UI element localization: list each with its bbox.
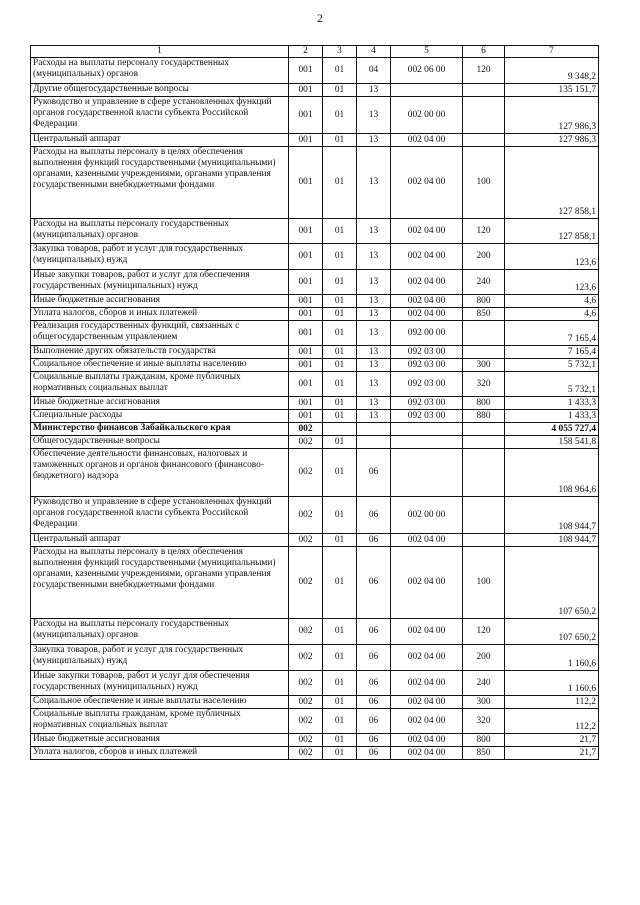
row-code-expense-type: 240	[463, 270, 505, 295]
row-amount: 9 348,2	[505, 58, 599, 84]
row-code-target: 092 03 00	[391, 397, 463, 410]
row-code-section: 01	[323, 58, 357, 84]
row-name: Обеспечение деятельности финансовых, налоговых и таможенных органов и органов финансового (финансово-бюджетного) надзора	[31, 449, 289, 497]
table-row	[31, 671, 599, 696]
row-amount: 107 650,2	[505, 547, 599, 619]
row-code-target: 092 03 00	[391, 346, 463, 359]
row-code-section: 01	[323, 497, 357, 534]
row-code-section: 01	[323, 97, 357, 134]
row-code-subsection: 13	[357, 372, 391, 397]
row-code-admin: 002	[289, 497, 323, 534]
row-amount: 108 964,6	[505, 449, 599, 497]
row-amount: 1 160,6	[505, 671, 599, 696]
row-code-admin: 001	[289, 219, 323, 244]
row-code-target: 002 00 00	[391, 497, 463, 534]
row-name: Специальные расходы	[31, 410, 289, 423]
row-code-subsection: 06	[357, 497, 391, 534]
table-row	[31, 219, 599, 244]
row-name: Закупка товаров, работ и услуг для государственных (муниципальных) нужд	[31, 244, 289, 270]
row-code-target: 002 04 00	[391, 534, 463, 547]
column-header: 2	[289, 46, 323, 58]
row-code-subsection: 13	[357, 147, 391, 219]
row-amount: 1 160,6	[505, 645, 599, 671]
row-code-subsection: 06	[357, 696, 391, 709]
row-code-admin: 002	[289, 619, 323, 645]
table-row	[31, 497, 599, 534]
row-amount: 5 732,1	[505, 372, 599, 397]
row-code-target: 002 04 00	[391, 244, 463, 270]
row-code-target: 002 04 00	[391, 747, 463, 760]
row-name: Расходы на выплаты персоналу государственных (муниципальных) органов	[31, 619, 289, 645]
row-amount: 4,6	[505, 308, 599, 321]
table-row	[31, 696, 599, 709]
row-code-section: 01	[323, 547, 357, 619]
row-code-admin: 002	[289, 436, 323, 449]
row-code-section: 01	[323, 219, 357, 244]
row-code-section: 01	[323, 747, 357, 760]
row-code-subsection: 13	[357, 244, 391, 270]
row-name: Социальное обеспечение и иные выплаты населению	[31, 359, 289, 372]
row-code-expense-type: 850	[463, 747, 505, 760]
row-code-subsection: 06	[357, 671, 391, 696]
row-code-expense-type: 300	[463, 359, 505, 372]
row-code-section: 01	[323, 410, 357, 423]
row-code-section: 01	[323, 346, 357, 359]
row-amount: 1 433,3	[505, 397, 599, 410]
table-row	[31, 410, 599, 423]
row-name: Центральный аппарат	[31, 134, 289, 147]
row-name: Расходы на выплаты персоналу государственных (муниципальных) органов	[31, 219, 289, 244]
row-code-admin: 002	[289, 547, 323, 619]
row-name: Иные бюджетные ассигнования	[31, 397, 289, 410]
row-name: Расходы на выплаты персоналу в целях обеспечения выполнения функций государственными (муниципальными) органами, казенными учреждениями, органами управления государственными внебюджетными фондами	[31, 547, 289, 619]
row-code-expense-type: 800	[463, 397, 505, 410]
row-amount: 7 165,4	[505, 346, 599, 359]
row-code-admin: 001	[289, 58, 323, 84]
row-code-expense-type: 100	[463, 547, 505, 619]
row-name: Уплата налогов, сборов и иных платежей	[31, 308, 289, 321]
row-name: Расходы на выплаты персоналу в целях обеспечения выполнения функций государственными (муниципальными) органами, казенными учреждениями, органами управления государственными внебюджетными фондами	[31, 147, 289, 219]
row-code-target: 002 04 00	[391, 308, 463, 321]
row-code-admin: 001	[289, 410, 323, 423]
column-header: 6	[463, 46, 505, 58]
row-code-expense-type: 320	[463, 709, 505, 734]
row-code-subsection: 13	[357, 270, 391, 295]
table-row	[31, 734, 599, 747]
row-amount: 4 055 727,4	[505, 423, 599, 436]
row-code-expense-type	[463, 84, 505, 97]
table-row	[31, 645, 599, 671]
table-row	[31, 359, 599, 372]
row-code-subsection: 13	[357, 97, 391, 134]
row-name: Иные закупки товаров, работ и услуг для обеспечения государственных (муниципальных) нужд	[31, 270, 289, 295]
row-code-admin: 002	[289, 734, 323, 747]
row-code-section: 01	[323, 696, 357, 709]
table-row	[31, 709, 599, 734]
row-name: Социальные выплаты гражданам, кроме публичных нормативных социальных выплат	[31, 709, 289, 734]
row-name: Руководство и управление в сфере установленных функций органов государственной власти субъекта Российской Федерации	[31, 497, 289, 534]
row-name: Закупка товаров, работ и услуг для государственных (муниципальных) нужд	[31, 645, 289, 671]
row-code-subsection: 13	[357, 346, 391, 359]
row-code-admin: 001	[289, 321, 323, 346]
row-amount: 4,6	[505, 295, 599, 308]
row-code-target: 002 04 00	[391, 645, 463, 671]
row-code-section	[323, 423, 357, 436]
row-code-section: 01	[323, 244, 357, 270]
table-row	[31, 58, 599, 84]
row-code-expense-type: 320	[463, 372, 505, 397]
row-code-expense-type	[463, 97, 505, 134]
row-code-subsection: 13	[357, 295, 391, 308]
row-code-subsection	[357, 423, 391, 436]
row-code-target: 002 04 00	[391, 547, 463, 619]
table-row	[31, 346, 599, 359]
table-row	[31, 308, 599, 321]
row-name: Уплата налогов, сборов и иных платежей	[31, 747, 289, 760]
row-code-expense-type	[463, 436, 505, 449]
row-code-admin: 002	[289, 423, 323, 436]
row-amount: 112,2	[505, 709, 599, 734]
row-code-admin: 002	[289, 696, 323, 709]
row-code-target	[391, 84, 463, 97]
row-code-expense-type	[463, 497, 505, 534]
row-code-subsection: 06	[357, 534, 391, 547]
row-code-target	[391, 436, 463, 449]
row-amount: 123,6	[505, 270, 599, 295]
table-row	[31, 321, 599, 346]
row-code-expense-type: 800	[463, 295, 505, 308]
row-code-expense-type: 850	[463, 308, 505, 321]
row-code-target: 092 00 00	[391, 321, 463, 346]
row-name: Иные бюджетные ассигнования	[31, 295, 289, 308]
row-name: Социальное обеспечение и иные выплаты населению	[31, 696, 289, 709]
row-amount: 112,2	[505, 696, 599, 709]
row-amount: 21,7	[505, 747, 599, 760]
row-code-subsection: 06	[357, 645, 391, 671]
table-row	[31, 449, 599, 497]
row-code-target: 002 04 00	[391, 147, 463, 219]
row-code-section: 01	[323, 645, 357, 671]
row-amount: 123,6	[505, 244, 599, 270]
row-amount: 108 944,7	[505, 534, 599, 547]
table-row	[31, 547, 599, 619]
row-code-subsection: 13	[357, 321, 391, 346]
row-code-expense-type: 120	[463, 58, 505, 84]
row-name: Расходы на выплаты персоналу государственных (муниципальных) органов	[31, 58, 289, 84]
row-code-section: 01	[323, 534, 357, 547]
column-header: 3	[323, 46, 357, 58]
row-code-subsection: 06	[357, 449, 391, 497]
row-code-subsection: 13	[357, 410, 391, 423]
row-code-subsection	[357, 436, 391, 449]
row-amount: 7 165,4	[505, 321, 599, 346]
row-code-target: 002 04 00	[391, 270, 463, 295]
row-code-expense-type	[463, 534, 505, 547]
row-code-admin: 001	[289, 397, 323, 410]
row-code-section: 01	[323, 449, 357, 497]
row-code-expense-type	[463, 346, 505, 359]
row-amount: 5 732,1	[505, 359, 599, 372]
table-row	[31, 372, 599, 397]
row-code-section: 01	[323, 734, 357, 747]
row-code-expense-type: 300	[463, 696, 505, 709]
row-code-section: 01	[323, 84, 357, 97]
row-code-target	[391, 423, 463, 436]
row-code-section: 01	[323, 436, 357, 449]
budget-table	[30, 45, 599, 760]
row-code-subsection: 06	[357, 734, 391, 747]
row-amount: 127 858,1	[505, 147, 599, 219]
row-code-target: 002 04 00	[391, 295, 463, 308]
row-code-subsection: 13	[357, 397, 391, 410]
row-code-target: 092 03 00	[391, 359, 463, 372]
row-code-expense-type: 120	[463, 219, 505, 244]
row-code-target: 092 03 00	[391, 372, 463, 397]
row-code-section: 01	[323, 147, 357, 219]
row-code-target: 002 04 00	[391, 219, 463, 244]
row-code-subsection: 06	[357, 547, 391, 619]
row-code-admin: 001	[289, 359, 323, 372]
row-code-section: 01	[323, 619, 357, 645]
row-code-section: 01	[323, 270, 357, 295]
table-row	[31, 84, 599, 97]
row-code-subsection: 13	[357, 359, 391, 372]
column-header: 5	[391, 46, 463, 58]
row-code-subsection: 06	[357, 747, 391, 760]
row-code-admin: 001	[289, 97, 323, 134]
row-amount: 21,7	[505, 734, 599, 747]
row-name: Руководство и управление в сфере установленных функций органов государственной власти субъекта Российской Федерации	[31, 97, 289, 134]
row-code-section: 01	[323, 671, 357, 696]
table-row	[31, 619, 599, 645]
table-row	[31, 244, 599, 270]
row-code-target: 002 04 00	[391, 619, 463, 645]
table-body	[31, 58, 599, 760]
row-name: Реализация государственных функций, связанных с общегосударственным управлением	[31, 321, 289, 346]
row-code-expense-type	[463, 423, 505, 436]
row-code-admin: 002	[289, 671, 323, 696]
row-code-section: 01	[323, 372, 357, 397]
row-name: Министерство финансов Забайкальского края	[31, 423, 289, 436]
row-code-admin: 002	[289, 449, 323, 497]
row-code-subsection: 06	[357, 619, 391, 645]
table-row	[31, 97, 599, 134]
row-code-expense-type: 200	[463, 645, 505, 671]
row-code-section: 01	[323, 359, 357, 372]
table-row	[31, 423, 599, 436]
row-code-section: 01	[323, 134, 357, 147]
row-code-section: 01	[323, 709, 357, 734]
row-amount: 127 858,1	[505, 219, 599, 244]
row-code-target: 002 04 00	[391, 696, 463, 709]
row-code-admin: 002	[289, 709, 323, 734]
row-code-admin: 002	[289, 747, 323, 760]
row-code-section: 01	[323, 308, 357, 321]
row-code-admin: 001	[289, 147, 323, 219]
row-code-admin: 001	[289, 244, 323, 270]
row-code-section: 01	[323, 321, 357, 346]
row-code-admin: 001	[289, 346, 323, 359]
row-code-subsection: 13	[357, 219, 391, 244]
row-code-subsection: 04	[357, 58, 391, 84]
row-code-target: 002 04 00	[391, 709, 463, 734]
row-code-target	[391, 449, 463, 497]
row-amount: 108 944,7	[505, 497, 599, 534]
row-name: Иные закупки товаров, работ и услуг для обеспечения государственных (муниципальных) нужд	[31, 671, 289, 696]
row-code-expense-type	[463, 134, 505, 147]
table-row	[31, 397, 599, 410]
row-name: Выполнение других обязательств государства	[31, 346, 289, 359]
row-code-expense-type	[463, 321, 505, 346]
row-code-admin: 001	[289, 270, 323, 295]
row-code-subsection: 13	[357, 308, 391, 321]
table-row	[31, 747, 599, 760]
row-code-admin: 002	[289, 645, 323, 671]
row-code-admin: 001	[289, 84, 323, 97]
table-row	[31, 134, 599, 147]
column-header: 4	[357, 46, 391, 58]
row-code-target: 002 04 00	[391, 734, 463, 747]
row-code-section: 01	[323, 397, 357, 410]
row-code-expense-type: 100	[463, 147, 505, 219]
row-code-subsection: 13	[357, 134, 391, 147]
row-code-subsection: 13	[357, 84, 391, 97]
row-code-target: 002 06 00	[391, 58, 463, 84]
row-name: Центральный аппарат	[31, 534, 289, 547]
row-code-expense-type	[463, 449, 505, 497]
row-code-admin: 001	[289, 372, 323, 397]
row-name: Иные бюджетные ассигнования	[31, 734, 289, 747]
row-amount: 127 986,3	[505, 134, 599, 147]
row-name: Другие общегосударственные вопросы	[31, 84, 289, 97]
row-code-admin: 001	[289, 295, 323, 308]
row-amount: 127 986,3	[505, 97, 599, 134]
table-row	[31, 147, 599, 219]
column-header: 7	[505, 46, 599, 58]
row-code-expense-type: 200	[463, 244, 505, 270]
row-code-target: 002 04 00	[391, 671, 463, 696]
table-row	[31, 295, 599, 308]
row-amount: 158 541,8	[505, 436, 599, 449]
row-name: Социальные выплаты гражданам, кроме публичных нормативных социальных выплат	[31, 372, 289, 397]
page-number: 2	[317, 11, 323, 25]
row-code-subsection: 06	[357, 709, 391, 734]
row-code-expense-type: 240	[463, 671, 505, 696]
row-amount: 1 433,3	[505, 410, 599, 423]
row-name: Общегосударственные вопросы	[31, 436, 289, 449]
row-code-admin: 002	[289, 534, 323, 547]
row-code-target: 002 04 00	[391, 134, 463, 147]
table-header-row	[31, 46, 599, 58]
row-code-expense-type: 880	[463, 410, 505, 423]
row-amount: 107 650,2	[505, 619, 599, 645]
row-code-admin: 001	[289, 134, 323, 147]
row-code-target: 002 00 00	[391, 97, 463, 134]
row-code-expense-type: 120	[463, 619, 505, 645]
table-row	[31, 270, 599, 295]
row-code-admin: 001	[289, 308, 323, 321]
row-code-target: 092 03 00	[391, 410, 463, 423]
table-row	[31, 534, 599, 547]
table-row	[31, 436, 599, 449]
row-code-expense-type: 800	[463, 734, 505, 747]
column-header: 1	[31, 46, 289, 58]
row-amount: 135 151,7	[505, 84, 599, 97]
row-code-section: 01	[323, 295, 357, 308]
